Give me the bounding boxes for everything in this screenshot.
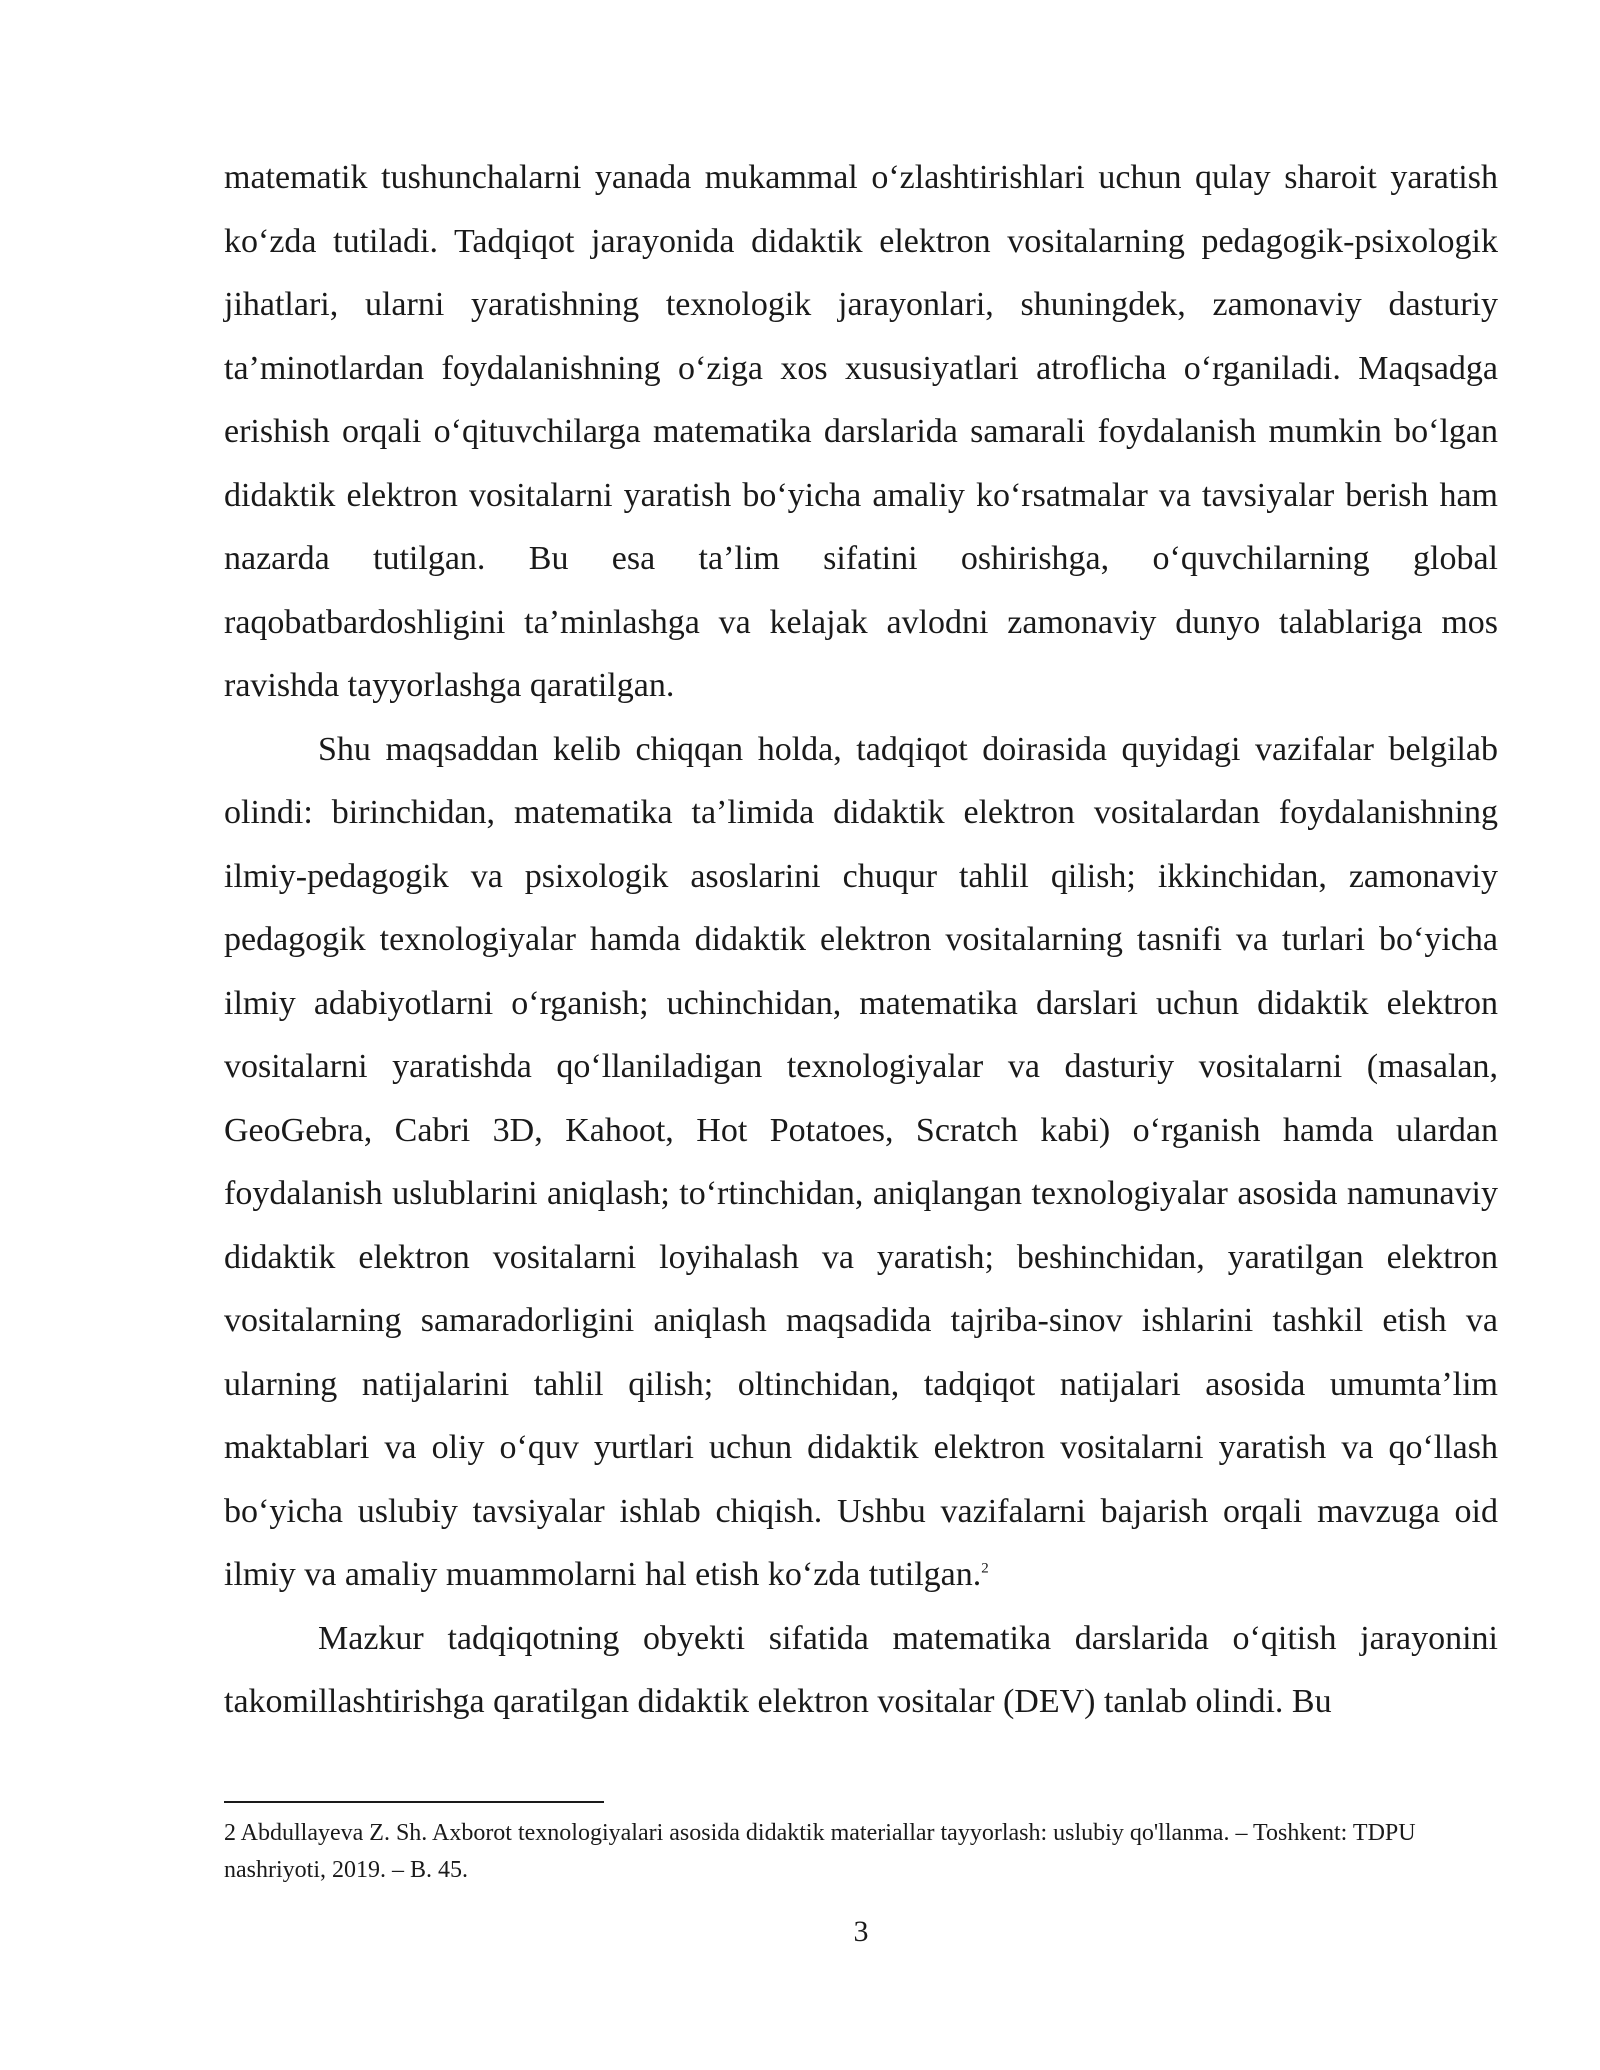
paragraph-1: matematik tushunchalarni yanada mukammal o‘zlashtirishlari uchun qulay sharoit yaratish ko‘zda tutiladi. Tadqiqot jarayonida didaktik elektron vositalarning pedagogik-psixologik jihatlari, ularni yaratishning texnologik jarayonlari, shuningdek, zamonaviy dasturiy ta’minotlardan foydalanishning o‘ziga xos xususiyatlari atroflicha o‘rganiladi. Maqsadga erishish orqali o‘qituvchilarga matematika darslarida samarali foydalanish mumkin bo‘lgan didaktik elektron vositalarni yaratish bo‘yicha amaliy ko‘rsatmalar va tavsiyalar berish ham nazarda tutilgan. Bu esa ta’lim sifatini oshirishga, o‘quvchilarning global raqobatbardoshligini ta’minlashga va kelajak avlodni zamonaviy dunyo talablariga mos ravishda tayyorlashga qaratilgan.	[224, 159, 1498, 704]
paragraph-2-text: Shu maqsaddan kelib chiqqan holda, tadqiqot doirasida quyidagi vazifalar belgilab olindi: birinchidan, matematika ta’limida didaktik elektron vositalardan foydalanishning ilmiy-pedagogik va psixologik asoslarini chuqur tahlil qilish; ikkinchidan, zamonaviy pedagogik texnologiyalar hamda didaktik elektron vositalarning tasnifi va turlari bo‘yicha ilmiy adabiyotlarni o‘rganish; uchinchidan, matematika darslari uchun didaktik elektron vositalarni yaratishda qo‘llaniladigan texnologiyalar va dasturiy vositalarni (masalan, GeoGebra, Cabri 3D, Kahoot, Hot Potatoes, Scratch kabi) o‘rganish hamda ulardan foydalanish uslublarini aniqlash; to‘rtinchidan, aniqlangan texnologiyalar asosida namunaviy didaktik elektron vositalarni loyihalash va yaratish; beshinchidan, yaratilgan elektron vositalarning samaradorligini aniqlash maqsadida tajriba-sinov ishlarini tashkil etish va ularning natijalarini tahlil qilish; oltinchidan, tadqiqot natijalari asosida umumta’lim maktablari va oliy o‘quv yurtlari uchun didaktik elektron vositalarni yaratish va qo‘llash bo‘yicha uslubiy tavsiyalar ishlab chiqish. Ushbu vazifalarni bajarish orqali mavzuga oid ilmiy va amaliy muammolarni hal etish ko‘zda tutilgan.	[224, 730, 1498, 1593]
footnote-separator	[224, 1801, 604, 1803]
paragraph-2	[224, 718, 1498, 1607]
body-text	[224, 146, 1498, 1734]
page-number: 3	[853, 1915, 869, 1948]
footnote: 2 Abdullayeva Z. Sh. Axborot texnologiyalari asosida didaktik materiallar tayyorlash: uslubiy qo'llanma. – Toshkent: TDPU nashriyoti, 2019. – B. 45.	[224, 1820, 1416, 1883]
footnote-reference[interactable]: 2	[981, 1560, 989, 1577]
paragraph-3: Mazkur tadqiqotning obyekti sifatida matematika darslarida o‘qitish jarayonini takomillashtirishga qaratilgan didaktik elektron vositalar (DEV) tanlab olindi. Bu	[224, 1619, 1498, 1720]
